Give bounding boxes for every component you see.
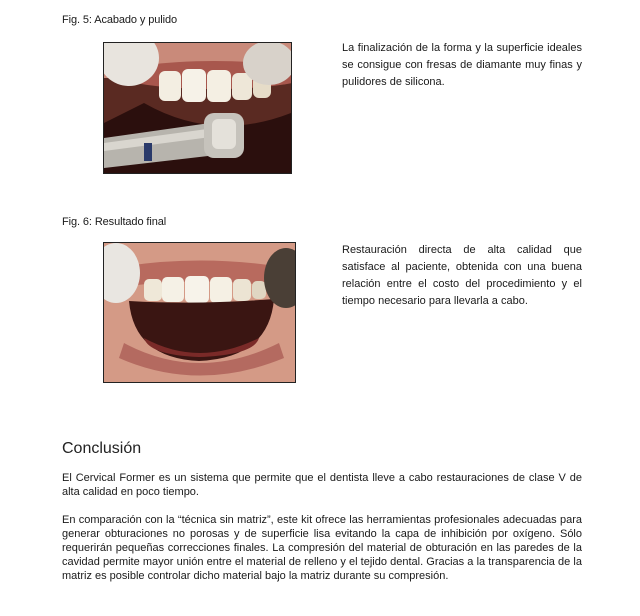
figure-5-caption: Fig. 5: Acabado y pulido (62, 14, 178, 26)
figure-6-photo (103, 242, 296, 383)
conclusion-paragraph-1: El Cervical Former es un sistema que permite que el dentista lleve a cabo restauraciones de clase V de alta calidad en poco tiempo. (62, 472, 582, 498)
conclusion-heading: Conclusión (62, 440, 142, 457)
conclusion-paragraph-2: En comparación con la “técnica sin matriz”, este kit ofrece las herramientas profesionales adecuadas para generar obturaciones no porosas y de superficie lisa evitando la capa de inhibición por oxígeno. Sólo requerirán pequeñas correcciones finales. La compresión del material de obturación en las paredes de la cavidad permite mayor unión entre el material de relleno y el tejido dental. Gracias a la transparencia de la matriz es posible controlar dicho material bajo la matriz durante su compresión. (62, 514, 582, 582)
figure-6-description: Restauración directa de alta calidad que satisface al paciente, obtenida con una buena relación entre el costo del procedimiento y el tiempo necesario para llevarla a cabo. (342, 244, 582, 307)
figure-5-description: La finalización de la forma y la superficie ideales se consigue con fresas de diamante muy finas y pulidores de silicona. (342, 42, 582, 88)
figure-5-photo (103, 42, 292, 174)
figure-6-caption: Fig. 6: Resultado final (62, 216, 167, 228)
